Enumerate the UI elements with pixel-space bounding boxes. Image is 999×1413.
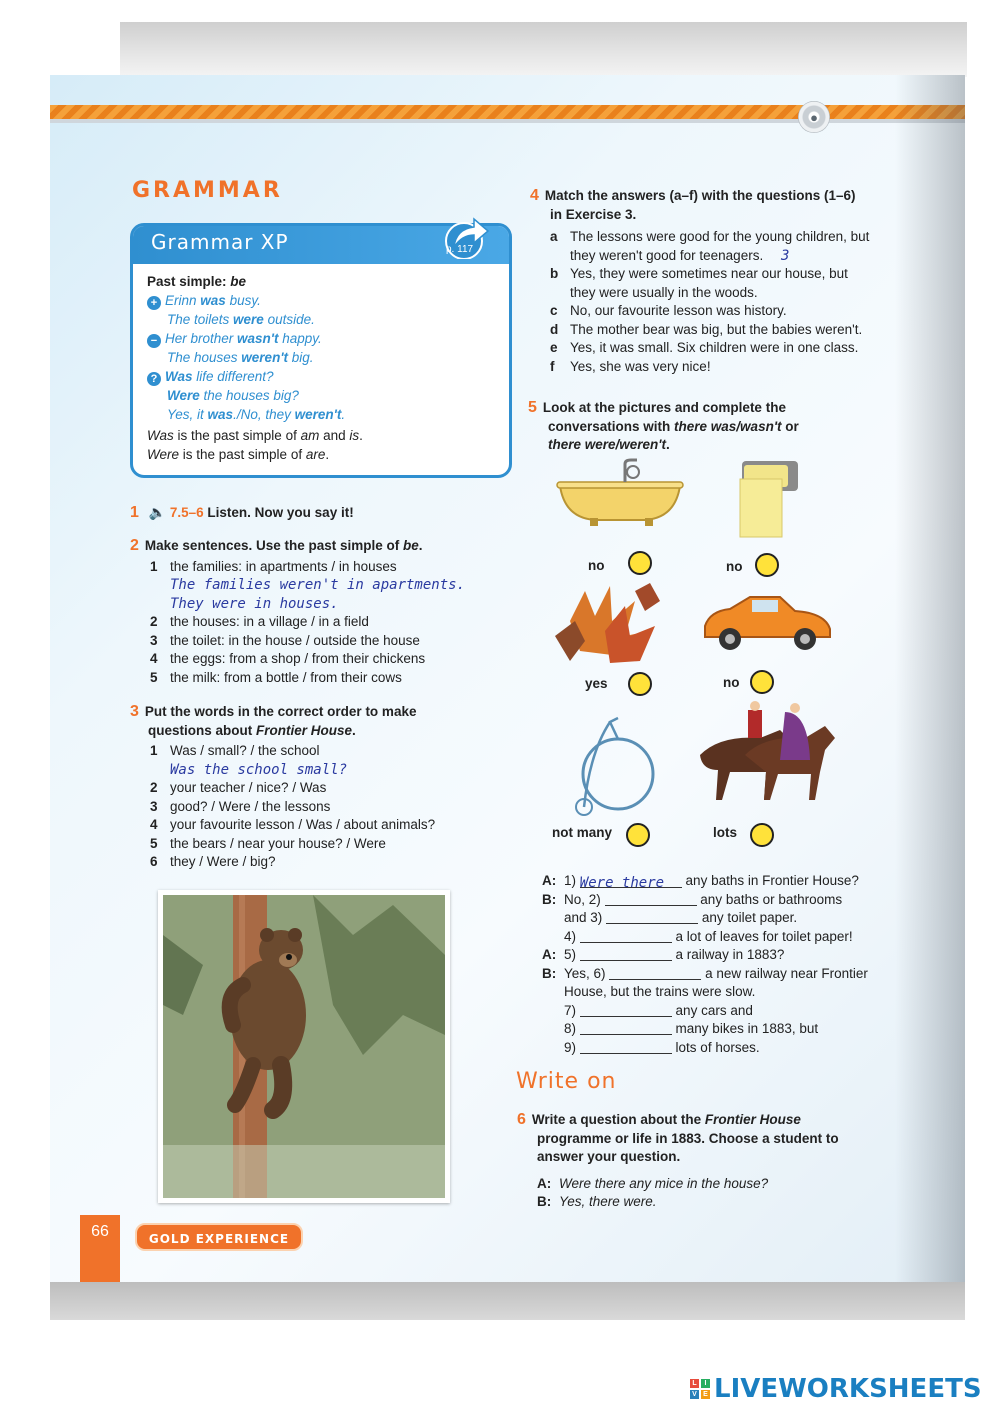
exercise-6-example bbox=[517, 1175, 937, 1212]
item-number: 2 bbox=[150, 780, 158, 795]
grammar-xp-body bbox=[133, 264, 509, 472]
text: ./No, they bbox=[233, 407, 295, 422]
item-letter: c bbox=[550, 303, 558, 318]
item-number: 1 bbox=[150, 743, 158, 758]
liveworksheets-logo-icon bbox=[690, 1379, 710, 1399]
autumn-leaves-picture bbox=[550, 581, 670, 671]
list-item-continued bbox=[550, 247, 950, 266]
item-text: Yes, they were sometimes near our house, but bbox=[570, 266, 848, 281]
note-were bbox=[147, 445, 495, 464]
positive-example-2 bbox=[147, 310, 495, 329]
text: the houses big? bbox=[199, 388, 299, 403]
list-item bbox=[150, 632, 510, 651]
item-letter: f bbox=[550, 358, 555, 374]
item-text: the toilet: in the house / outside the house bbox=[170, 632, 420, 648]
text: busy. bbox=[225, 293, 261, 308]
text: . bbox=[325, 447, 330, 462]
line-post: any baths or bathrooms bbox=[700, 891, 843, 907]
text: . bbox=[359, 428, 363, 443]
picture-label: not many bbox=[552, 825, 613, 840]
logo-letter: L bbox=[690, 1379, 699, 1388]
list-item bbox=[150, 853, 510, 872]
penny-farthing-bike-picture bbox=[570, 712, 655, 817]
item-number: 3 bbox=[150, 798, 158, 814]
page-bottom-strip bbox=[50, 1282, 965, 1320]
exercise-4-heading bbox=[530, 187, 950, 206]
text: there were/weren't bbox=[548, 437, 667, 452]
line-pre: 5) bbox=[564, 947, 577, 962]
handwritten-answer[interactable]: Was the school small? bbox=[170, 761, 348, 778]
text: . bbox=[666, 437, 670, 452]
item-text: The mother bear was big, but the babies weren't. bbox=[570, 321, 863, 337]
minus-icon: − bbox=[147, 334, 161, 348]
liveworksheets-logo-text: LIVEWORKSHEETS bbox=[714, 1374, 982, 1404]
text: questions about bbox=[148, 722, 256, 738]
exercise-1 bbox=[130, 503, 354, 523]
handwritten-answer[interactable]: 3 bbox=[780, 247, 790, 264]
item-text: the houses: in a village / in a field bbox=[170, 614, 369, 629]
text: Frontier House bbox=[704, 1112, 801, 1127]
item-letter: e bbox=[550, 340, 558, 355]
picture-label: no bbox=[723, 675, 740, 690]
section-heading-write-on: Write on bbox=[516, 1069, 617, 1094]
handwritten-answer[interactable]: They were in houses. bbox=[170, 595, 339, 612]
conversation-line bbox=[542, 946, 868, 965]
exercise-5-conversation bbox=[542, 872, 868, 1057]
item-number: 5 bbox=[150, 835, 158, 851]
sad-face-icon bbox=[750, 670, 774, 694]
item-text: your favourite lesson / Was / about animals? bbox=[170, 817, 436, 832]
conversation-line bbox=[542, 1039, 868, 1058]
item-text: the families: in apartments / in houses bbox=[170, 558, 397, 574]
answer-blank-3[interactable] bbox=[606, 910, 698, 924]
speaker: B: bbox=[542, 891, 557, 907]
conversation-line: House, but the trains were slow. bbox=[564, 984, 756, 999]
text: is the past simple of bbox=[173, 428, 301, 443]
item-number: 1 bbox=[150, 558, 158, 574]
text: wasn't bbox=[237, 331, 279, 346]
list-item bbox=[150, 798, 510, 817]
item-text: your teacher / nice? / Was bbox=[170, 780, 327, 795]
list-item bbox=[150, 613, 510, 632]
list-item bbox=[150, 669, 510, 688]
horses-picture bbox=[690, 700, 840, 810]
text: . bbox=[341, 407, 346, 422]
positive-example bbox=[147, 291, 495, 310]
line-pre: and 3) bbox=[564, 910, 603, 925]
exercise-6-heading-3: answer your question. bbox=[537, 1149, 681, 1164]
audio-cd-icon: ● bbox=[798, 101, 830, 133]
toilet-paper-picture bbox=[732, 459, 802, 539]
list-item-continued: they were usually in the woods. bbox=[570, 284, 758, 300]
sad-face-icon bbox=[628, 551, 652, 575]
exercise-5-heading-3 bbox=[528, 436, 948, 455]
example-text: Were there any mice in the house? bbox=[559, 1175, 769, 1191]
line-pre: 7) bbox=[564, 1002, 577, 1018]
text: . bbox=[352, 722, 356, 738]
picture-label: yes bbox=[585, 676, 608, 691]
text: The toilets bbox=[167, 312, 234, 327]
item-text: the bears / near your house? / Were bbox=[170, 835, 386, 851]
question-icon: ? bbox=[147, 372, 161, 386]
list-item bbox=[550, 228, 950, 247]
conversation-line bbox=[542, 1002, 868, 1021]
text: Were bbox=[167, 388, 200, 403]
exercise-4-heading-2: in Exercise 3. bbox=[550, 206, 637, 222]
text: Look at the pictures and complete the bbox=[542, 400, 786, 415]
exercise-number: 1 bbox=[130, 504, 139, 521]
page-reference: p. 117 bbox=[446, 244, 474, 255]
line-post: any cars and bbox=[675, 1002, 753, 1018]
car-picture bbox=[700, 591, 835, 653]
exercise-6-heading bbox=[517, 1111, 937, 1130]
picture-label: no bbox=[588, 558, 605, 573]
item-number: 6 bbox=[150, 854, 158, 869]
exercise-2-heading bbox=[130, 537, 510, 556]
item-text: No, our favourite lesson was history. bbox=[570, 303, 787, 318]
text: Her brother bbox=[165, 331, 238, 346]
item-text: they / Were / big? bbox=[170, 854, 276, 869]
example-line bbox=[537, 1175, 937, 1194]
item-text: the eggs: from a shop / from their chickens bbox=[170, 651, 426, 666]
subtitle-text: Past simple: bbox=[147, 274, 231, 289]
negative-example-2 bbox=[147, 348, 495, 367]
bear-photo bbox=[158, 890, 450, 1203]
text: Make sentences. Use the past simple of bbox=[144, 538, 404, 553]
line-pre: No, 2) bbox=[564, 891, 601, 907]
exercise-number: 2 bbox=[130, 537, 139, 554]
text: and bbox=[319, 428, 350, 443]
exercise-4-items bbox=[530, 228, 950, 376]
text: weren't bbox=[294, 407, 342, 422]
exercise-3-heading bbox=[130, 703, 510, 722]
text: Were bbox=[147, 447, 180, 462]
text: Yes, it bbox=[167, 407, 208, 422]
text: there was/wasn't bbox=[674, 418, 782, 434]
speaker: B: bbox=[542, 965, 557, 981]
list-item bbox=[150, 742, 510, 761]
happy-face-icon bbox=[628, 672, 652, 696]
exercise-5 bbox=[528, 399, 948, 455]
list-item bbox=[550, 339, 950, 358]
item-number: 3 bbox=[150, 632, 158, 648]
exercise-number: 5 bbox=[528, 399, 537, 416]
line-post: a railway in 1883? bbox=[675, 947, 785, 962]
text: Put the words in the correct order to make bbox=[144, 704, 417, 719]
handwritten-answer[interactable]: The families weren't in apartments. bbox=[170, 577, 466, 593]
exercise-number: 3 bbox=[130, 703, 139, 720]
question-example-2 bbox=[147, 386, 495, 405]
speaker-icon[interactable]: 🔈 bbox=[148, 504, 167, 520]
logo-letter: I bbox=[701, 1379, 710, 1388]
answer-blank-1[interactable]: Were there bbox=[580, 874, 682, 888]
line-post: a lot of leaves for toilet paper! bbox=[675, 928, 853, 944]
item-text: the milk: from a bottle / from their cows bbox=[170, 669, 402, 685]
answer-blank-8[interactable] bbox=[580, 1021, 672, 1035]
answer-blank-7[interactable] bbox=[580, 1003, 672, 1017]
logo-letter: E bbox=[701, 1390, 710, 1399]
text: Write a question about the bbox=[531, 1112, 705, 1127]
item-text: they weren't good for teenagers. bbox=[570, 247, 764, 263]
conversation-line bbox=[542, 909, 868, 928]
speaker: B: bbox=[537, 1194, 552, 1209]
exercise-number: 6 bbox=[517, 1111, 526, 1128]
question-example-3 bbox=[147, 405, 495, 424]
line-post: any baths in Frontier House? bbox=[685, 873, 859, 888]
text: were bbox=[233, 312, 264, 327]
picture-label: lots bbox=[713, 825, 738, 840]
text: is bbox=[349, 428, 360, 443]
text: was bbox=[200, 293, 226, 308]
answer-blank-9[interactable] bbox=[580, 1040, 672, 1054]
exercise-4 bbox=[530, 187, 950, 376]
line-pre: 4) bbox=[564, 928, 577, 944]
text: is the past simple of bbox=[179, 447, 306, 462]
item-text: good? / Were / the lessons bbox=[170, 798, 331, 814]
text: Frontier House bbox=[256, 722, 353, 738]
grammar-xp-subtitle bbox=[147, 272, 495, 291]
item-number: 5 bbox=[150, 669, 158, 685]
line-pre: Yes, 6) bbox=[564, 965, 606, 981]
conversation-line bbox=[542, 872, 868, 891]
list-item bbox=[150, 816, 510, 835]
conversation-line bbox=[542, 928, 868, 947]
exercise-2-items bbox=[130, 558, 510, 688]
bathtub-picture bbox=[555, 458, 685, 528]
item-letter: d bbox=[550, 321, 559, 337]
item-letter: b bbox=[550, 266, 559, 281]
list-item bbox=[550, 302, 950, 321]
line-post: lots of horses. bbox=[675, 1039, 760, 1055]
grammar-xp-title: Grammar XP bbox=[133, 226, 509, 264]
item-text: Yes, it was small. Six children were in one class. bbox=[570, 340, 859, 355]
picture-label: no bbox=[726, 559, 743, 574]
text: are bbox=[305, 447, 326, 462]
line-pre: 9) bbox=[564, 1039, 577, 1055]
page-shadow bbox=[895, 75, 965, 1320]
exercise-5-heading bbox=[528, 399, 948, 418]
list-item bbox=[550, 321, 950, 340]
answer-blank-2[interactable] bbox=[605, 892, 697, 906]
answer-blank-5[interactable] bbox=[580, 947, 672, 961]
list-item bbox=[550, 265, 950, 284]
example-text: Yes, there were. bbox=[559, 1194, 657, 1209]
item-number: 2 bbox=[150, 614, 158, 629]
logo-letter: V bbox=[690, 1390, 699, 1399]
text: life different? bbox=[192, 369, 274, 384]
text: Erinn bbox=[165, 293, 201, 308]
question-example bbox=[147, 367, 495, 386]
conversation-line bbox=[542, 1020, 868, 1039]
line-post: any toilet paper. bbox=[701, 910, 798, 925]
scan-edge bbox=[120, 22, 967, 77]
exercise-3 bbox=[130, 703, 510, 872]
text: am bbox=[300, 428, 320, 443]
text: Was bbox=[165, 369, 193, 384]
item-letter: a bbox=[550, 229, 558, 244]
text: The houses bbox=[167, 350, 242, 365]
liveworksheets-logo[interactable] bbox=[690, 1374, 982, 1404]
note-was bbox=[147, 426, 495, 445]
text: . bbox=[418, 538, 423, 553]
text: Was bbox=[147, 428, 174, 443]
exercise-6 bbox=[517, 1111, 937, 1212]
text: conversations with bbox=[548, 418, 675, 434]
text: weren't bbox=[241, 350, 289, 365]
exercise-3-heading-2 bbox=[130, 722, 510, 741]
item-text: The lessons were good for the young children, but bbox=[570, 229, 870, 244]
line-post: a new railway near Frontier bbox=[705, 965, 868, 981]
text: was bbox=[207, 407, 234, 422]
conversation-line bbox=[542, 965, 868, 984]
text: or bbox=[781, 418, 799, 434]
exercise-3-items bbox=[130, 742, 510, 872]
exercise-6-heading-2: programme or life in 1883. Choose a student to bbox=[537, 1130, 839, 1146]
speaker: A: bbox=[542, 873, 557, 888]
list-item bbox=[550, 358, 950, 377]
conversation-line bbox=[542, 891, 868, 910]
exercise-number: 4 bbox=[530, 187, 539, 204]
list-item bbox=[150, 835, 510, 854]
list-item bbox=[150, 650, 510, 669]
item-number: 4 bbox=[150, 817, 158, 832]
text: outside. bbox=[263, 312, 315, 327]
neutral-face-icon bbox=[626, 823, 650, 847]
text: happy. bbox=[278, 331, 322, 346]
text: big. bbox=[288, 350, 314, 365]
line-post: many bikes in 1883, but bbox=[675, 1021, 819, 1036]
text: Match the answers (a–f) with the questions (1–6) bbox=[544, 188, 856, 203]
section-heading-grammar: GRAMMAR bbox=[132, 178, 283, 203]
grammar-xp-box bbox=[130, 223, 512, 478]
happy-face-icon bbox=[750, 823, 774, 847]
list-item bbox=[150, 779, 510, 798]
exercise-5-heading-2 bbox=[528, 418, 948, 437]
item-text: Yes, she was very nice! bbox=[570, 358, 711, 374]
sad-face-icon bbox=[755, 553, 779, 577]
line-pre: 1) bbox=[564, 873, 577, 888]
textbook-page bbox=[50, 75, 965, 1320]
example-line bbox=[537, 1193, 937, 1212]
bear-illustration bbox=[163, 895, 445, 1198]
list-item bbox=[150, 558, 510, 577]
page-number: 66 bbox=[80, 1215, 120, 1293]
speaker: A: bbox=[542, 947, 557, 962]
exercise-2 bbox=[130, 537, 510, 687]
gold-experience-badge: GOLD EXPERIENCE bbox=[135, 1223, 303, 1251]
speaker: A: bbox=[537, 1175, 552, 1191]
negative-example bbox=[147, 329, 495, 348]
subtitle-ital: be bbox=[230, 274, 247, 289]
plus-icon: + bbox=[147, 296, 161, 310]
item-number: 4 bbox=[150, 651, 158, 666]
text: be bbox=[403, 538, 419, 553]
answer-blank-4[interactable] bbox=[580, 929, 672, 943]
item-text: Was / small? / the school bbox=[170, 743, 320, 758]
exercise-1-text: Listen. Now you say it! bbox=[203, 505, 354, 520]
line-pre: 8) bbox=[564, 1021, 577, 1036]
answer-blank-6[interactable] bbox=[609, 966, 701, 980]
audio-track[interactable]: 7.5–6 bbox=[169, 505, 204, 520]
